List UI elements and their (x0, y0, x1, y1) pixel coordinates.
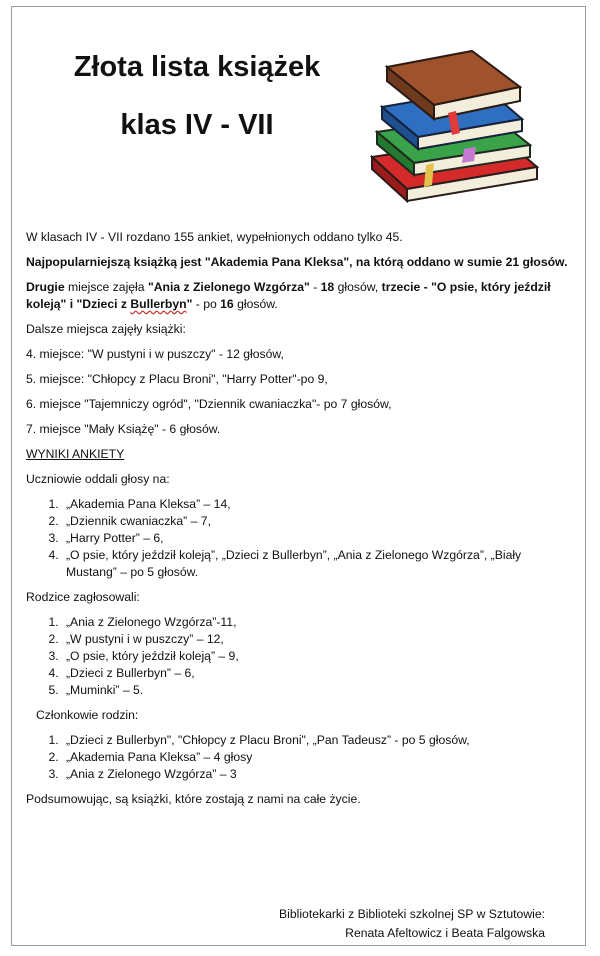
second-label: Drugie (26, 280, 65, 294)
place-7: 7. miejsce "Mały Książę" - 6 głosów. (26, 422, 221, 436)
document-page (11, 6, 586, 946)
bullerbyn-word: Bullerbyn (130, 297, 187, 311)
summary-text: Podsumowując, są książki, które zostają z nami na całe życie. (26, 792, 361, 806)
second-dash: - (309, 280, 321, 294)
third-votes-label: głosów. (233, 297, 278, 311)
title-line-2: klas IV - VII (120, 109, 274, 141)
list-item: 2. „Akademia Pana Kleksa” – 4 głosy (62, 749, 574, 766)
title-line-1: Złota lista książek (73, 51, 321, 83)
place-4: 4. miejsce: "W pustyni i w puszczy" - 12 głosów, (26, 347, 284, 361)
signature-line-2: Renata Afeltowicz i Beata Falgowska (345, 926, 545, 940)
third-votes: 16 (220, 297, 234, 311)
list-item: 1. „Dzieci z Bullerbyn", "Chłopcy z Placu Broni", „Pan Tadeusz” - po 5 głosów, (62, 732, 574, 749)
list-item: 2. „W pustyni i w puszczy” – 12, (62, 631, 574, 648)
results-heading: WYNIKI ANKIETY (26, 447, 125, 461)
further-places-heading: Dalsze miejsca zajęły książki: (26, 322, 186, 336)
family-heading: Członkowie rodzin: (36, 708, 139, 722)
list-item: 1. „Ania z Zielonego Wzgórza”-11, (62, 614, 574, 631)
most-popular-text: Najpopularniejszą książką jest "Akademia Pana Kleksa", na którą oddano w sumie 21 głosów. (26, 255, 568, 269)
second-title: "Ania z Zielonego Wzgórza" (147, 280, 310, 294)
students-heading: Uczniowie oddali głosy na: (26, 472, 170, 486)
place-5: 5. miejsce: "Chłopcy z Placu Broni", "Harry Potter"-po 9, (26, 372, 328, 386)
list-item: 4. „Dzieci z Bullerbyn” – 6, (62, 665, 574, 682)
family-list (26, 732, 574, 783)
list-item: 5. „Muminki” – 5. (62, 682, 574, 699)
students-list (26, 496, 574, 581)
signature-block (279, 905, 545, 943)
list-item: 2. „Dziennik cwaniaczka” – 7, (62, 513, 574, 530)
second-text: miejsce zajęła (64, 280, 148, 294)
place-6: 6. miejsce "Tajemniczy ogród", "Dziennik cwaniaczka"- po 7 głosów, (26, 397, 392, 411)
second-votes-label: głosów, (334, 280, 382, 294)
list-item: 3. „Ania z Zielonego Wzgórza” – 3 (62, 766, 574, 783)
books-stack-illustration (352, 37, 542, 217)
parents-list (26, 614, 574, 699)
third-dash: - po (192, 297, 221, 311)
list-item: 1. „Akademia Pana Kleksa” – 14, (62, 496, 574, 513)
list-item: 4. „O psie, który jeździł koleją”, „Dzieci z Bullerbyn”, „Ania z Zielonego Wzgórza”, „Biały Mustang” – po 5 głosów. (62, 547, 574, 581)
third-titles: trzecie - "O psie, który jeździł koleją" i "Dzieci z (26, 280, 551, 311)
third-quote-end: " (186, 297, 193, 311)
second-votes: 18 (320, 280, 335, 294)
signature-line-1: Bibliotekarki z Biblioteki szkolnej SP w Sztutowie: (279, 907, 545, 921)
document-body (26, 229, 574, 816)
parents-heading: Rodzice zagłosowali: (26, 590, 140, 604)
list-item: 3. „Harry Potter” – 6, (62, 530, 574, 547)
intro-text: W klasach IV - VII rozdano 155 ankiet, wypełnionych oddano tylko 45. (26, 230, 403, 244)
list-item: 3. „O psie, który jeździł koleją” – 9, (62, 648, 574, 665)
second-third-paragraph (26, 279, 574, 313)
